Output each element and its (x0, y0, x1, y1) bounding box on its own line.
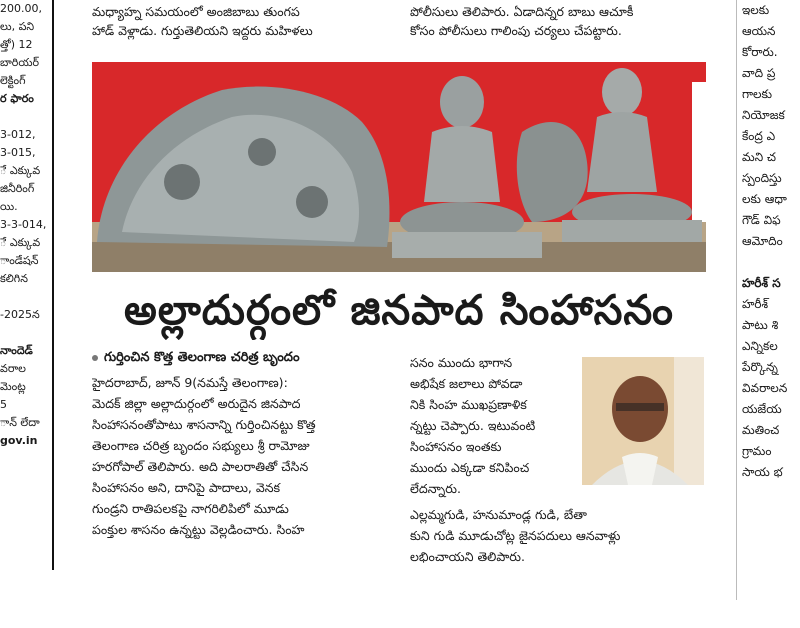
text-line: 3-3-014, (0, 218, 47, 231)
text-line: వరాల (0, 362, 26, 375)
text-line: సాయ భ (742, 465, 783, 479)
bullet-icon (92, 355, 98, 361)
text-line: నికి సింహ ముఖప్రణాళిక (410, 397, 527, 412)
text-line: ర ఫారం (0, 92, 34, 105)
text-line: 3-015, (0, 146, 36, 159)
text-line: పంక్తుల శాసనం ఉన్నట్టు వెల్లడించారు. సింహ (92, 522, 305, 537)
text-line: స్పందిస్తు (742, 171, 782, 185)
column-divider-right (736, 0, 737, 600)
text-line: మధ్యాహ్న సమయంలో అంజిబాబు తుంగప (92, 4, 300, 19)
text-line: కుని గుడి మూడుచోట్ల జైనపదులు ఆనవాళ్లు (410, 528, 621, 543)
right-article-column (742, 0, 800, 600)
subhead-text: గుర్తించిన కొత్త తెలంగాణ చరిత్ర బృందం (104, 350, 300, 365)
text-line: హరగోపాల్ తెలిపారు. అది పాలరాతితో చేసిన (92, 459, 309, 474)
text-line: ఆయన (742, 24, 776, 38)
text-line: అభిషేక జలాలు పోవడా (410, 376, 523, 391)
top-left-text (92, 2, 392, 40)
text-line: కేంద్ర ఎ (742, 129, 776, 143)
text-line: గుండ్రని రాతిపలకపై నాగరిలిపిలో మూడు (92, 501, 289, 516)
headline: అల్లాదుర్గంలో జినపాద సింహాసనం (124, 286, 674, 334)
left-ad-column (0, 0, 52, 570)
text-line: గాలకు (742, 87, 772, 101)
text-line: నాందెడ్ (0, 344, 33, 357)
text-line: గ్రామం (742, 444, 772, 458)
text-line: సనం ముందు భాగాన (410, 355, 513, 370)
text-line: 3-012, (0, 128, 36, 141)
text-line: 5 (0, 398, 7, 411)
text-line: gov.in (0, 434, 38, 447)
text-line: ముందు ఎక్కడా కనిపించ (410, 460, 530, 475)
text-line: లకు ఆధా (742, 192, 787, 206)
text-line: హరీశ్ (742, 297, 769, 311)
text-line: లభించాయని తెలిపారు. (410, 549, 525, 564)
article-body-col2 (410, 352, 575, 499)
text-line: ే ఎక్కువ (0, 164, 41, 177)
text-line: పాటు శి (742, 318, 779, 332)
text-line: ఇలకు (742, 3, 770, 17)
text-line: పోలీసులు తెలిపారు. ఏడాదిన్నర బాబు ఆచూకీ (410, 4, 634, 19)
text-line: లెక్టింగ్ (0, 74, 26, 87)
text-line: యి. (0, 200, 18, 213)
text-line: న్నట్టు చెప్పారు. ఇటువంటి (410, 418, 536, 433)
text-line: -2025న (0, 308, 40, 321)
text-line: కోరారు. (742, 45, 778, 59)
text-line: కలిగిన (0, 272, 28, 285)
text-line: యజేయ (742, 402, 782, 416)
text-line: తెలంగాణ చరిత్ర బృందం సభ్యులు శ్రీ రామోజు (92, 438, 310, 453)
column-divider-left (52, 0, 54, 570)
text-line: ాన్ లేదా (0, 416, 40, 429)
text-line: సింహాసనం అని, దానిపై పాదాలు, వెనక (92, 480, 281, 495)
text-line: హరీశ్ స (742, 276, 781, 290)
text-line (0, 324, 52, 342)
text-line: మని చ (742, 150, 777, 164)
text-line: కోసం పోలీసులు గాలింపు చర్యలు చేపట్టారు. (410, 23, 622, 38)
article-body-col1 (92, 372, 392, 540)
text-line: మెదక్ జిల్లా అల్లాదుర్గంలో అరుదైన జినపాద (92, 396, 301, 411)
text-line: సింహాసనంతోపాటు శాసనాన్ని గుర్తించినట్టు కొత్త (92, 417, 316, 432)
jain-sculptures-photo (92, 62, 706, 272)
text-line: వాది ప్ర (742, 66, 776, 80)
article-body-tail (410, 504, 706, 567)
text-line: గౌడ్ విఫ (742, 213, 781, 227)
text-line: పేర్కొన్న (742, 360, 778, 374)
text-line: మెంట్ల (0, 380, 26, 393)
text-line: వివరాలన (742, 381, 788, 395)
text-line: లేదన్నారు. (410, 481, 461, 496)
text-line: హైదరాబాద్, జూన్ 9(నమస్తే తెలంగాణ): (92, 375, 288, 390)
text-line: సింహాసనం ఇంతకు (410, 439, 502, 454)
portrait-photo (582, 357, 704, 485)
text-line: 200.00, (0, 2, 42, 15)
text-line: లు, పని (0, 20, 35, 33)
text-line: ఆమోదిం (742, 234, 783, 248)
text-line: మతించ (742, 423, 780, 437)
text-line: త్తో) 12 (0, 38, 33, 51)
text-line: ే ఎక్కువ (0, 236, 41, 249)
text-line (0, 288, 52, 306)
text-line: ాండేషన్ (0, 254, 39, 267)
text-line: జినీరింగ్ (0, 182, 35, 195)
subhead (92, 350, 392, 368)
text-line: నియోజక (742, 108, 785, 122)
spacer (742, 252, 800, 273)
text-line (0, 108, 52, 126)
text-line: ఎన్నికల (742, 339, 778, 353)
text-line: హాడ్ వెళ్లాడు. గుర్తుతెలియని ఇద్దరు మహిళలు (92, 23, 313, 38)
top-mid-text (410, 2, 708, 40)
text-line: బారియర్ (0, 56, 39, 69)
text-line: ఎల్లమ్మగుడి, హనుమాండ్ల గుడి, బేతా (410, 507, 587, 522)
